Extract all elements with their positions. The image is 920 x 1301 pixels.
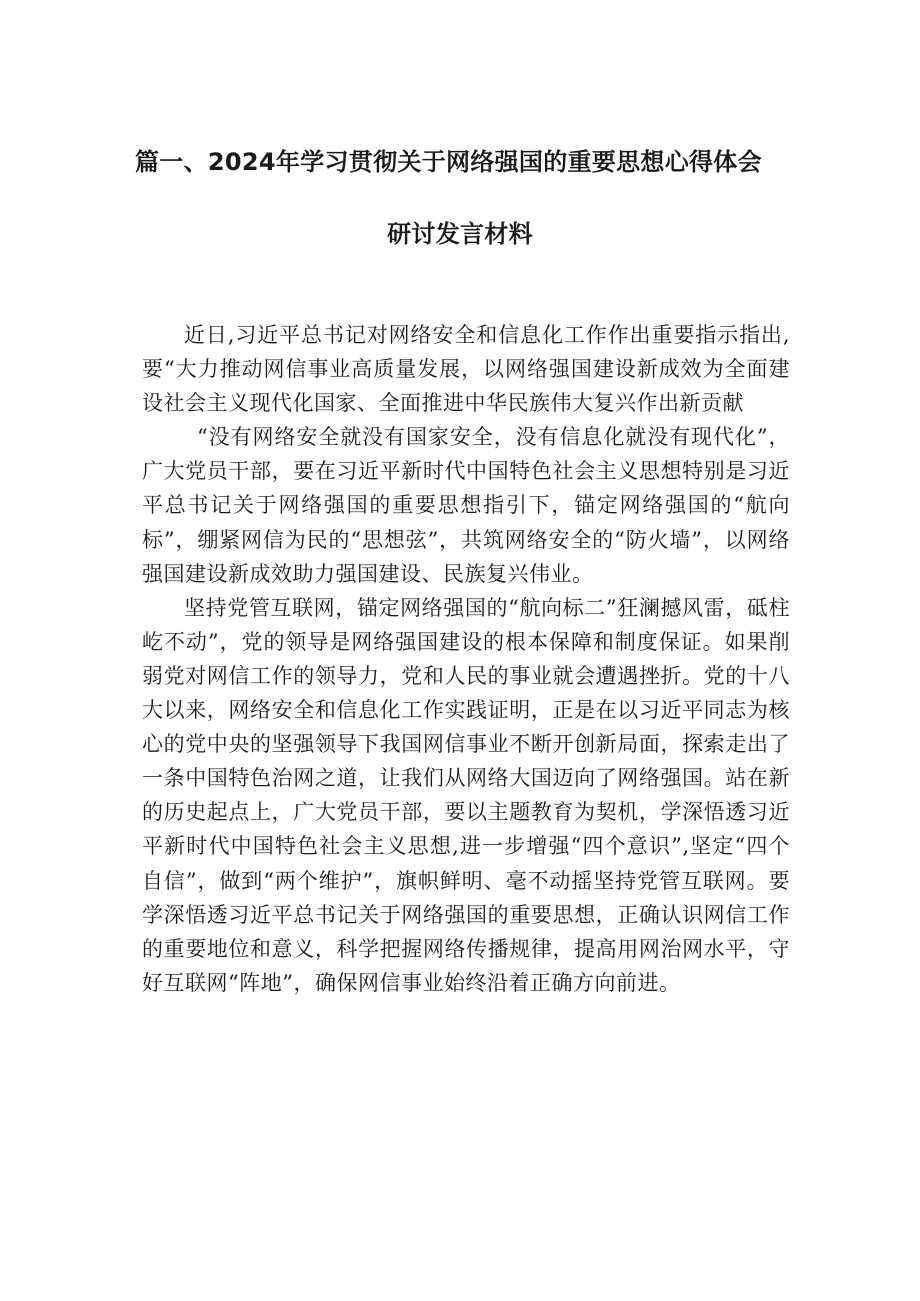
paragraph-3: 坚持党管互联网，锚定网络强国的“航向标二”狂澜撼风雷，砥柱屹不动”，党的领导是网络强国建设的根本保障和制度保证。如果削弱党对网信工作的领导力，党和人民的事业就会遭遇挫折。党的十八大以来，网络安全和信息化工作实践证明，正是在以习近平同志为核心的党中央的坚强领导下我国网信事业不断开创新局面，探索走出了一条中国特色治网之道，让我们从网络大国迈向了网络强国。站在新的历史起点上，广大党员干部，要以主题教育为契机，学深悟透习近平新时代中国特色社会主义思想,进一步增强“四个意识”,坚定“四个自信”，做到“两个维护”，旗帜鲜明、毫不动摇坚持党管互联网。要学深悟透习近平总书记关于网络强国的重要思想，正确认识网信工作的重要地位和意义，科学把握网络传播规律，提高用网治网水平，守好互联网“阵地”，确保网信事业始终沿着正确方向前进。	[142, 595, 790, 995]
paragraph-2: “没有网络安全就没有国家安全，没有信息化就没有现代化”，广大党员干部，要在习近平新时代中国特色社会主义思想特别是习近平总书记关于网络强国的重要思想指引下，锚定网络强国的“航向标”，绷紧网信为民的“思想弦”，共筑网络安全的“防火墙”，以网络强国建设新成效助力强国建设、民族复兴伟业。	[142, 425, 790, 586]
paragraph-1: 近日,习近平总书记对网络安全和信息化工作作出重要指示指出,要“大力推动网信事业高质量发展，以网络强国建设新成效为全面建设社会主义现代化国家、全面推进中华民族伟大复兴作出新贡献	[142, 323, 790, 416]
document-subtitle: 研讨发言材料	[387, 220, 533, 248]
document-title: 篇一、2024年学习贯彻关于网络强国的重要思想心得体会	[135, 148, 762, 176]
document-body	[142, 318, 790, 1000]
